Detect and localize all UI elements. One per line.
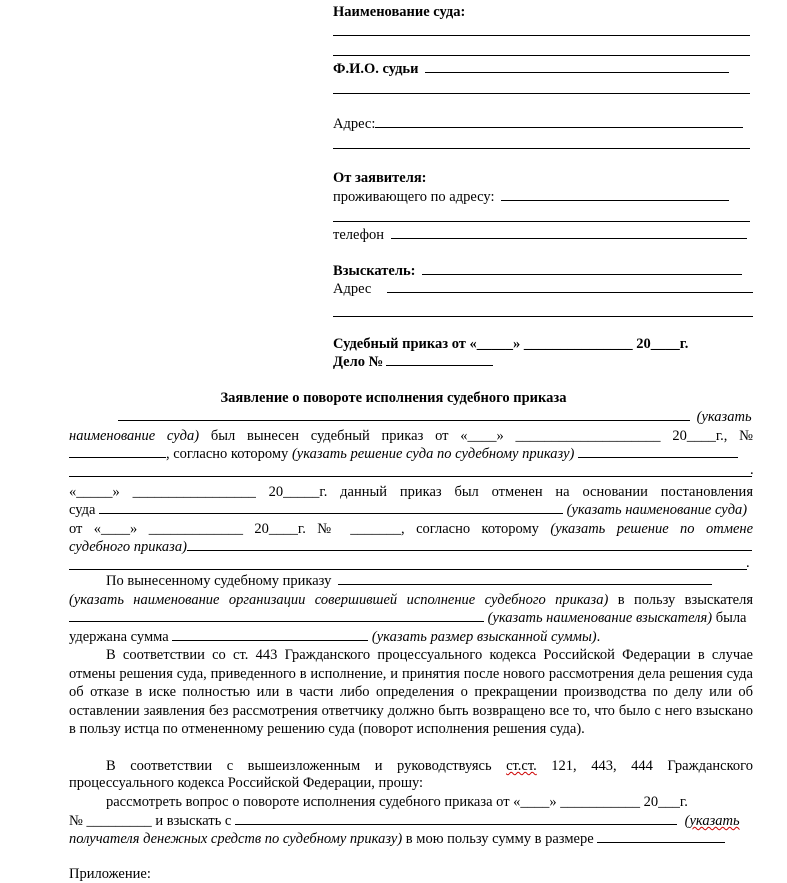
p2-line-2 [69,501,747,519]
court-name-line-2[interactable] [333,55,750,56]
p1-l2-text: был вынесен судебный приказ от «____» ____________________ 20____г., № [210,428,753,444]
p6-amount-field[interactable] [597,830,725,843]
p5-l1-pre: В соответствии с вышеизложенным и руководствуясь [106,758,492,774]
p5-l1-mark: ст.ст. [506,758,537,774]
applicant-label: От заявителя: [333,170,427,186]
p1-hint: (указать [696,409,752,425]
phone-row [333,226,747,244]
p2-l4-hint: судебного приказа) [69,539,187,555]
creditor-address-row [333,280,753,298]
p6-l3-hint: получателя денежных средств по судебному приказу) [69,831,403,847]
p6-l2-text: № _________ и взыскать с [69,813,232,829]
p1-line-1 [118,408,752,426]
p1-l3-hint: (указать решение суда по судебному приказу) [291,446,575,462]
p4-paragraph: В соответствии со ст. 443 Гражданского процессуального кодекса Российской Федерации в случае отмены решения суда, приведенного в исполнение, и принятия после нового рассмотрения дела решения суда об отказе в иске полностью или в части либо определения о прекращении производства по делу или об оставлении заявления без рассмотрения ответчику должно быть возвращено все то, что было с него взыскано в пользу истца по отмененному решению суда (поворот исполнения решения суда). [69,647,753,738]
p2-l3-text: от «____» _____________ 20____г. № _______, согласно которому [69,521,539,537]
p2-decision-field[interactable] [187,538,752,551]
address-row [333,115,743,133]
p1-court-field[interactable] [118,408,690,421]
p1-line-2 [69,427,753,446]
p3-l2-hint: (указать наименование организации совершившей исполнение судебного приказа) [69,592,609,608]
p3-l3-text: была [715,610,747,626]
p3-amount-field[interactable] [172,628,368,641]
p2-l2-hint: (указать наименование суда) [566,502,748,518]
residing-label: проживающего по адресу: [333,189,495,205]
p3-l4-text: удержана сумма [69,629,169,645]
court-name-line-1[interactable] [333,35,750,36]
residing-row [333,188,729,206]
p1-decision-line-2[interactable] [69,476,752,477]
p3-l4-hint: (указать размер взысканной суммы) [371,629,597,645]
p6-l2-hint-mark: указать [689,813,740,829]
p6-l2-hint-open: ( [684,813,690,829]
residing-field[interactable] [501,188,729,201]
p2-decision-line-2[interactable] [69,569,747,570]
p2-line-3 [69,520,753,539]
court-order-label: Судебный приказ от «_____» _______________ 20____г. [333,336,689,352]
p5-line-1 [69,757,753,776]
p2-line-4 [69,538,752,556]
phone-label: телефон [333,227,385,243]
attachments-label: Приложение: [69,866,151,882]
p1-number-field[interactable] [69,445,166,458]
p6-line-1: рассмотреть вопрос о повороте исполнения судебного приказа от «____» ___________ 20___г. [106,794,688,810]
p1-decision-field[interactable] [578,445,738,458]
residing-line-2[interactable] [333,221,750,222]
p6-debtor-field[interactable] [235,812,677,825]
p3-l1-text: По вынесенному судебному приказу [106,573,332,589]
case-label: Дело № [333,354,384,370]
p3-l3-hint: (указать наименование взыскателя) [487,610,713,626]
creditor-address-line-2[interactable] [333,316,753,317]
p3-creditor-field[interactable] [69,609,484,622]
case-number-field[interactable] [386,353,493,366]
p6-l3-text: в мою пользу сумму в размере [405,831,594,847]
address-label: Адрес: [333,116,376,132]
creditor-address-label: Адрес [333,281,372,297]
address-line-2[interactable] [333,148,750,149]
p3-line-2 [69,591,753,610]
p5-l1-post: 121, 443, 444 Гражданского [551,758,754,774]
p1-line-3 [69,445,738,463]
p2-l3-hint: (указать решение по отмене [550,521,754,537]
p2-court-field[interactable] [99,501,563,514]
p1-l3-text: , согласно которому [166,446,289,462]
p3-line-4: удержана сумма (указать размер взысканной суммы). [69,629,601,645]
case-row [333,353,493,371]
document-title: Заявление о повороте исполнения судебного приказа [220,390,567,406]
p6-line-3 [69,830,725,848]
p1-end-dot: . [750,462,754,478]
court-name-label: Наименование суда: [333,4,466,20]
judge-row [333,60,729,78]
creditor-address-field[interactable] [387,280,753,293]
p3-line-1 [106,572,712,590]
p1-l2-hint: наименование суда) [69,428,200,444]
judge-field[interactable] [425,60,729,73]
p5-line-2: процессуального кодекса Российской Федерации, прошу: [69,775,424,791]
judge-label: Ф.И.О. судьи [333,61,419,77]
creditor-label: Взыскатель: [333,263,416,279]
phone-field[interactable] [391,226,747,239]
creditor-row [333,262,742,280]
p3-org-field[interactable] [338,572,712,585]
p3-l2-text: в пользу взыскателя [617,592,753,608]
p2-line-1: «_____» _________________ 20_____г. данный приказ был отменен на основании постановления [69,484,753,500]
creditor-field[interactable] [422,262,742,275]
p2-l2-text: суда [69,502,96,518]
judge-line-2[interactable] [333,93,750,94]
p2-end-dot: . [746,555,750,571]
p3-line-3 [69,609,747,627]
p6-line-2 [69,812,740,830]
address-field[interactable] [375,115,743,128]
